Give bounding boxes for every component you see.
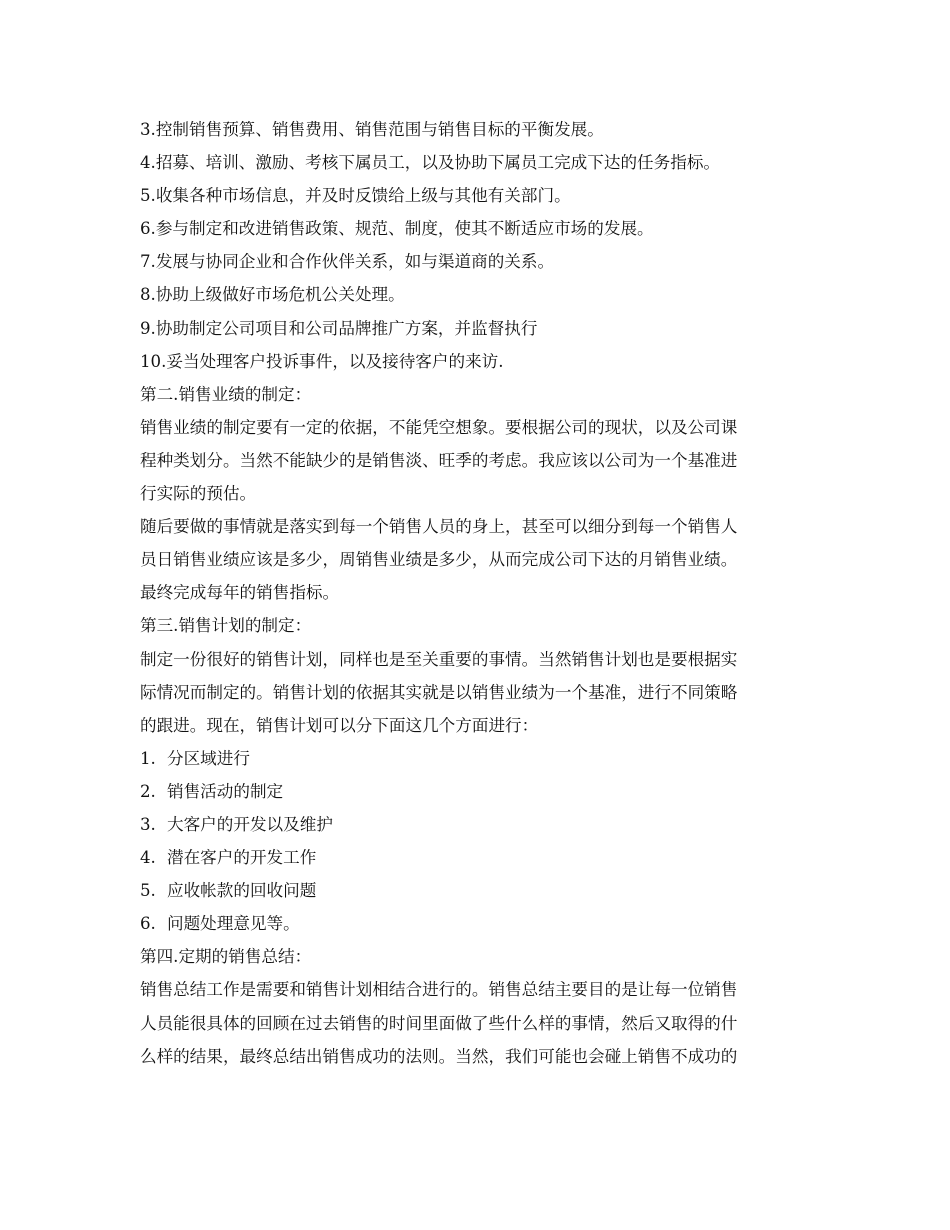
sales-plan-paragraph xyxy=(140,643,815,742)
list-item-number: 4. xyxy=(140,848,156,868)
section-heading-sales-performance: 第二.销售业绩的制定： xyxy=(140,384,312,404)
section-heading-sales-plan: 第三.销售计划的制定： xyxy=(140,616,312,636)
sales-performance-paragraph-2 xyxy=(140,510,815,609)
duty-item: 10.妥当处理客户投诉事件，以及接待客户的来访. xyxy=(140,351,504,371)
section-heading-sales-summary: 第四.定期的销售总结： xyxy=(140,947,312,967)
duty-item: 7.发展与协同企业和合作伙伴关系，如与渠道商的关系。 xyxy=(140,252,555,272)
list-item xyxy=(140,841,815,874)
paragraph-line: 么样的结果，最终总结出销售成功的法则。当然，我们可能也会碰上销售不成功的 xyxy=(140,1046,738,1066)
list-item-number: 5. xyxy=(140,881,156,901)
paragraph-line: 销售总结工作是需要和销售计划相结合进行的。销售总结主要目的是让每一位销售 xyxy=(140,980,738,1000)
duty-item: 5.收集各种市场信息，并及时反馈给上级与其他有关部门。 xyxy=(140,186,571,206)
paragraph-line: 人员能很具体的回顾在过去销售的时间里面做了些什么样的事情，然后又取得的什 xyxy=(140,1013,738,1033)
sales-plan-list xyxy=(140,742,815,941)
list-item xyxy=(140,874,815,907)
paragraph-line: 随后要做的事情就是落实到每一个销售人员的身上，甚至可以细分到每一个销售人 xyxy=(140,517,738,537)
duty-item: 9.协助制定公司项目和公司品牌推广方案，并监督执行 xyxy=(140,318,538,338)
list-item-number: 1. xyxy=(140,748,156,768)
list-item-number: 2. xyxy=(140,781,156,801)
duty-item: 3.控制销售预算、销售费用、销售范围与销售目标的平衡发展。 xyxy=(140,120,604,139)
paragraph-line: 最终完成每年的销售指标。 xyxy=(140,583,340,603)
list-item-text: 潜在客户的开发工作 xyxy=(167,848,317,868)
list-item-text: 销售活动的制定 xyxy=(167,781,284,801)
list-item-text: 应收帐款的回收问题 xyxy=(167,881,317,901)
paragraph-line: 销售业绩的制定要有一定的依据，不能凭空想象。要根据公司的现状，以及公司课 xyxy=(140,417,738,437)
sales-performance-paragraph-1 xyxy=(140,411,815,510)
paragraph-line: 际情况而制定的。销售计划的依据其实就是以销售业绩为一个基准，进行不同策略 xyxy=(140,682,738,702)
list-item-text: 问题处理意见等。 xyxy=(167,914,300,934)
duty-item: 8.协助上级做好市场危机公关处理。 xyxy=(140,285,405,305)
list-item xyxy=(140,775,815,808)
sales-summary-paragraph xyxy=(140,973,815,1072)
paragraph-line: 程种类划分。当然不能缺少的是销售淡、旺季的考虑。我应该以公司为一个基准进 xyxy=(140,450,738,470)
paragraph-line: 制定一份很好的销售计划，同样也是至关重要的事情。当然销售计划也是要根据实 xyxy=(140,649,738,669)
list-item xyxy=(140,907,815,940)
list-item xyxy=(140,742,815,775)
paragraph-line: 员日销售业绩应该是多少，周销售业绩是多少，从而完成公司下达的月销售业绩。 xyxy=(140,550,738,570)
list-item-text: 分区域进行 xyxy=(167,748,250,768)
document-body xyxy=(140,113,815,1073)
list-item-number: 6. xyxy=(140,914,156,934)
duty-item: 4.招募、培训、激励、考核下属员工，以及协助下属员工完成下达的任务指标。 xyxy=(140,153,721,173)
list-item-text: 大客户的开发以及维护 xyxy=(167,814,333,834)
list-item-number: 3. xyxy=(140,814,156,834)
paragraph-line: 的跟进。现在，销售计划可以分下面这几个方面进行： xyxy=(140,715,539,735)
paragraph-line: 行实际的预估。 xyxy=(140,484,257,504)
duty-list xyxy=(140,113,815,378)
duty-item: 6.参与制定和改进销售政策、规范、制度，使其不断适应市场的发展。 xyxy=(140,219,654,239)
list-item xyxy=(140,808,815,841)
